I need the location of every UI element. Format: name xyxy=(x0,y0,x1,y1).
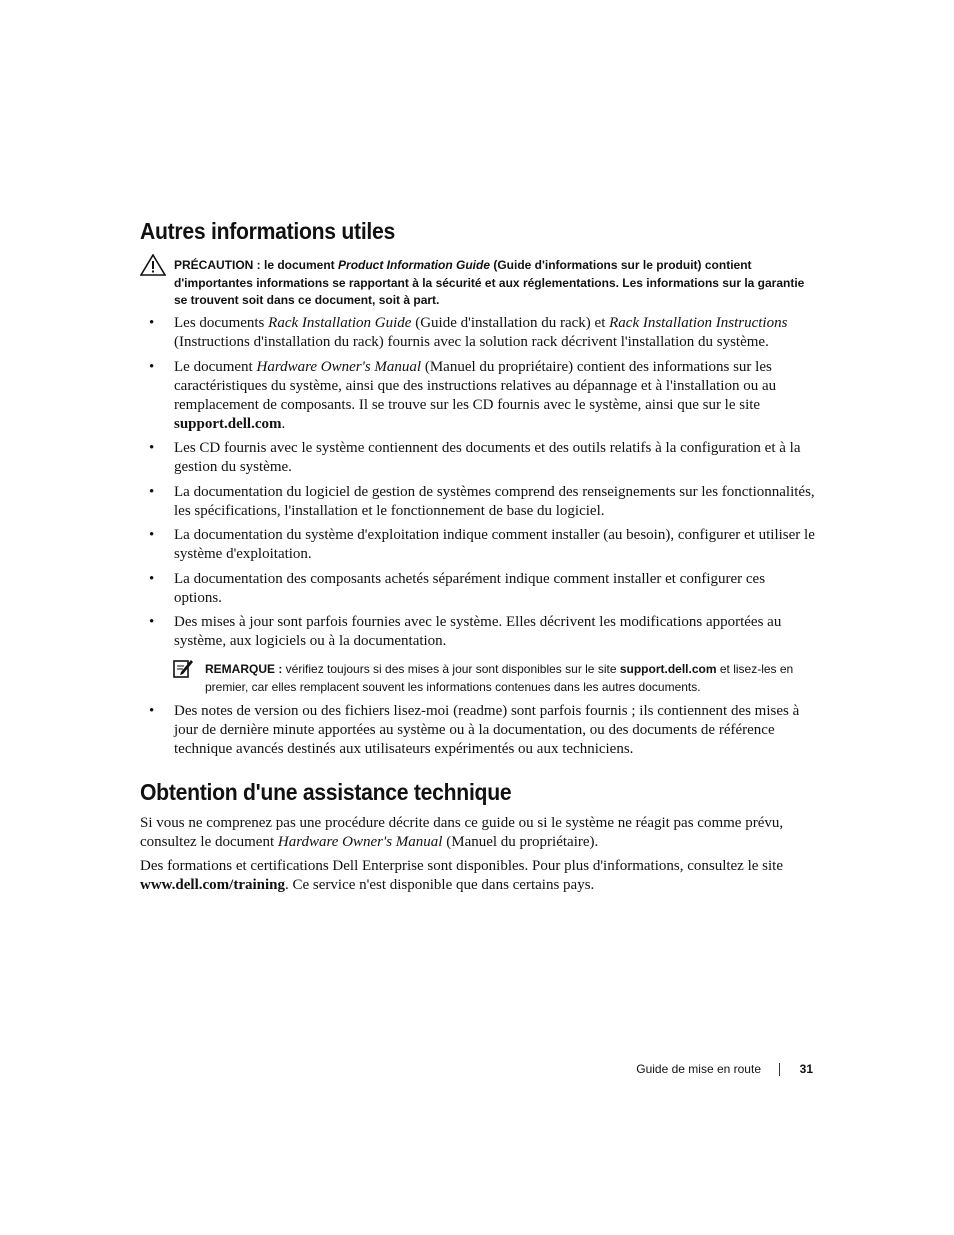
list-item-text: (Manuel du propriétaire) contient des informations sur les caractéristiques du système, ainsi que des instructions relatives au dépannage et à l'installation ou au remplacement de composants. Il se trouve sur les CD fournis avec le système, ainsi que sur le site xyxy=(174,358,777,413)
doc-title: Rack Installation Instructions xyxy=(609,315,788,331)
list-item-text: La documentation du logiciel de gestion de systèmes comprend des renseignements sur les fonctionnalités, les spécifications, l'installation et le fonctionnement de base du logiciel. xyxy=(174,483,815,519)
list-item xyxy=(140,613,815,651)
paragraph-text: Si vous ne comprenez pas une procédure décrite dans ce guide ou si le système ne réagit pas comme prévu, consultez le document xyxy=(140,815,784,850)
page-number: 31 xyxy=(799,1062,813,1076)
caution-label: PRÉCAUTION : xyxy=(174,258,261,272)
page-footer xyxy=(600,1062,813,1080)
paragraph-text: Des formations et certifications Dell Enterprise sont disponibles. Pour plus d'informations, consultez le site xyxy=(140,858,783,874)
info-sources-list-continued xyxy=(140,702,815,765)
caution-note xyxy=(174,257,814,310)
doc-title: Hardware Owner's Manual xyxy=(256,358,422,375)
list-item-text: Les documents xyxy=(174,315,269,331)
support-link[interactable]: support.dell.com xyxy=(619,662,717,676)
footer-doc-title: Guide de mise en route xyxy=(636,1062,761,1076)
list-item-text: Des notes de version ou des fichiers lisez-moi (readme) sont parfois fournis ; ils contiennent des mises à jour de dernière minute apportées au système ou à la documentation, ou des documents de référence technique avancés destinés aux utilisateurs expérimentés ou aux techniciens. xyxy=(174,703,800,757)
list-item xyxy=(140,570,815,608)
bullet-icon: • xyxy=(149,703,155,719)
bullet-icon: • xyxy=(149,315,155,331)
list-item xyxy=(140,526,815,564)
support-link[interactable]: support.dell.com xyxy=(174,415,282,432)
list-item-text: (Guide d'installation du rack) et xyxy=(411,315,610,331)
remark-note xyxy=(205,661,805,696)
list-item-text: Les CD fournis avec le système contiennent des documents et des outils relatifs à la configuration et à la gestion du système. xyxy=(174,440,801,475)
training-paragraph xyxy=(140,857,810,895)
warning-triangle-icon xyxy=(140,254,166,276)
list-item xyxy=(140,358,815,434)
paragraph-text: . Ce service n'est disponible que dans certains pays. xyxy=(285,877,595,893)
remark-text-before: vérifiez toujours si des mises à jour sont disponibles sur le site xyxy=(282,662,620,676)
paragraph-text: (Manuel du propriétaire). xyxy=(442,834,599,850)
info-sources-list xyxy=(140,314,815,657)
footer-divider xyxy=(779,1063,780,1076)
list-item-text: La documentation des composants achetés séparément indique comment installer et configurer ces options. xyxy=(174,570,766,606)
list-item xyxy=(140,483,815,521)
caution-text-after: (Guide d'informations sur le produit) contient d'importantes informations se rapportant à la sécurité et aux réglementations. Les informations sur la garantie se trouvent soit dans ce document, soit à part. xyxy=(174,258,805,307)
support-paragraph xyxy=(140,814,810,852)
bullet-icon: • xyxy=(149,614,155,630)
doc-title: Rack Installation Guide xyxy=(268,315,412,331)
remark-label: REMARQUE : xyxy=(205,662,283,676)
caution-doc-title: Product Information Guide xyxy=(338,258,491,272)
bullet-icon: • xyxy=(149,483,155,500)
note-pencil-icon xyxy=(172,658,194,680)
list-item-text: (Instructions d'installation du rack) fournis avec la solution rack décrivent l'installation du système. xyxy=(174,334,769,350)
section-title-other-info: Autres informations utiles xyxy=(140,218,396,244)
caution-text-before: le document xyxy=(260,258,339,272)
doc-title: Hardware Owner's Manual xyxy=(277,834,443,850)
bullet-icon: • xyxy=(149,358,155,375)
list-item xyxy=(140,702,815,759)
list-item-text: . xyxy=(281,415,286,432)
list-item-text: Des mises à jour sont parfois fournies avec le système. Elles décrivent les modifications apportées au système, aux logiciels ou à la documentation. xyxy=(174,614,782,649)
bullet-icon: • xyxy=(149,527,155,543)
bullet-icon: • xyxy=(149,440,155,456)
list-item xyxy=(140,314,815,352)
list-item-text: Le document xyxy=(174,358,257,375)
remark-text-after: et lisez-les en premier, car elles remplacent souvent les informations contenues dans les autres documents. xyxy=(205,662,794,694)
section-title-tech-support: Obtention d'une assistance technique xyxy=(140,779,512,805)
list-item-text: La documentation du système d'exploitation indique comment installer (au besoin), configurer et utiliser le système d'exploitation. xyxy=(174,527,815,562)
training-link[interactable]: www.dell.com/training xyxy=(140,877,285,893)
bullet-icon: • xyxy=(149,570,155,587)
list-item xyxy=(140,439,815,477)
